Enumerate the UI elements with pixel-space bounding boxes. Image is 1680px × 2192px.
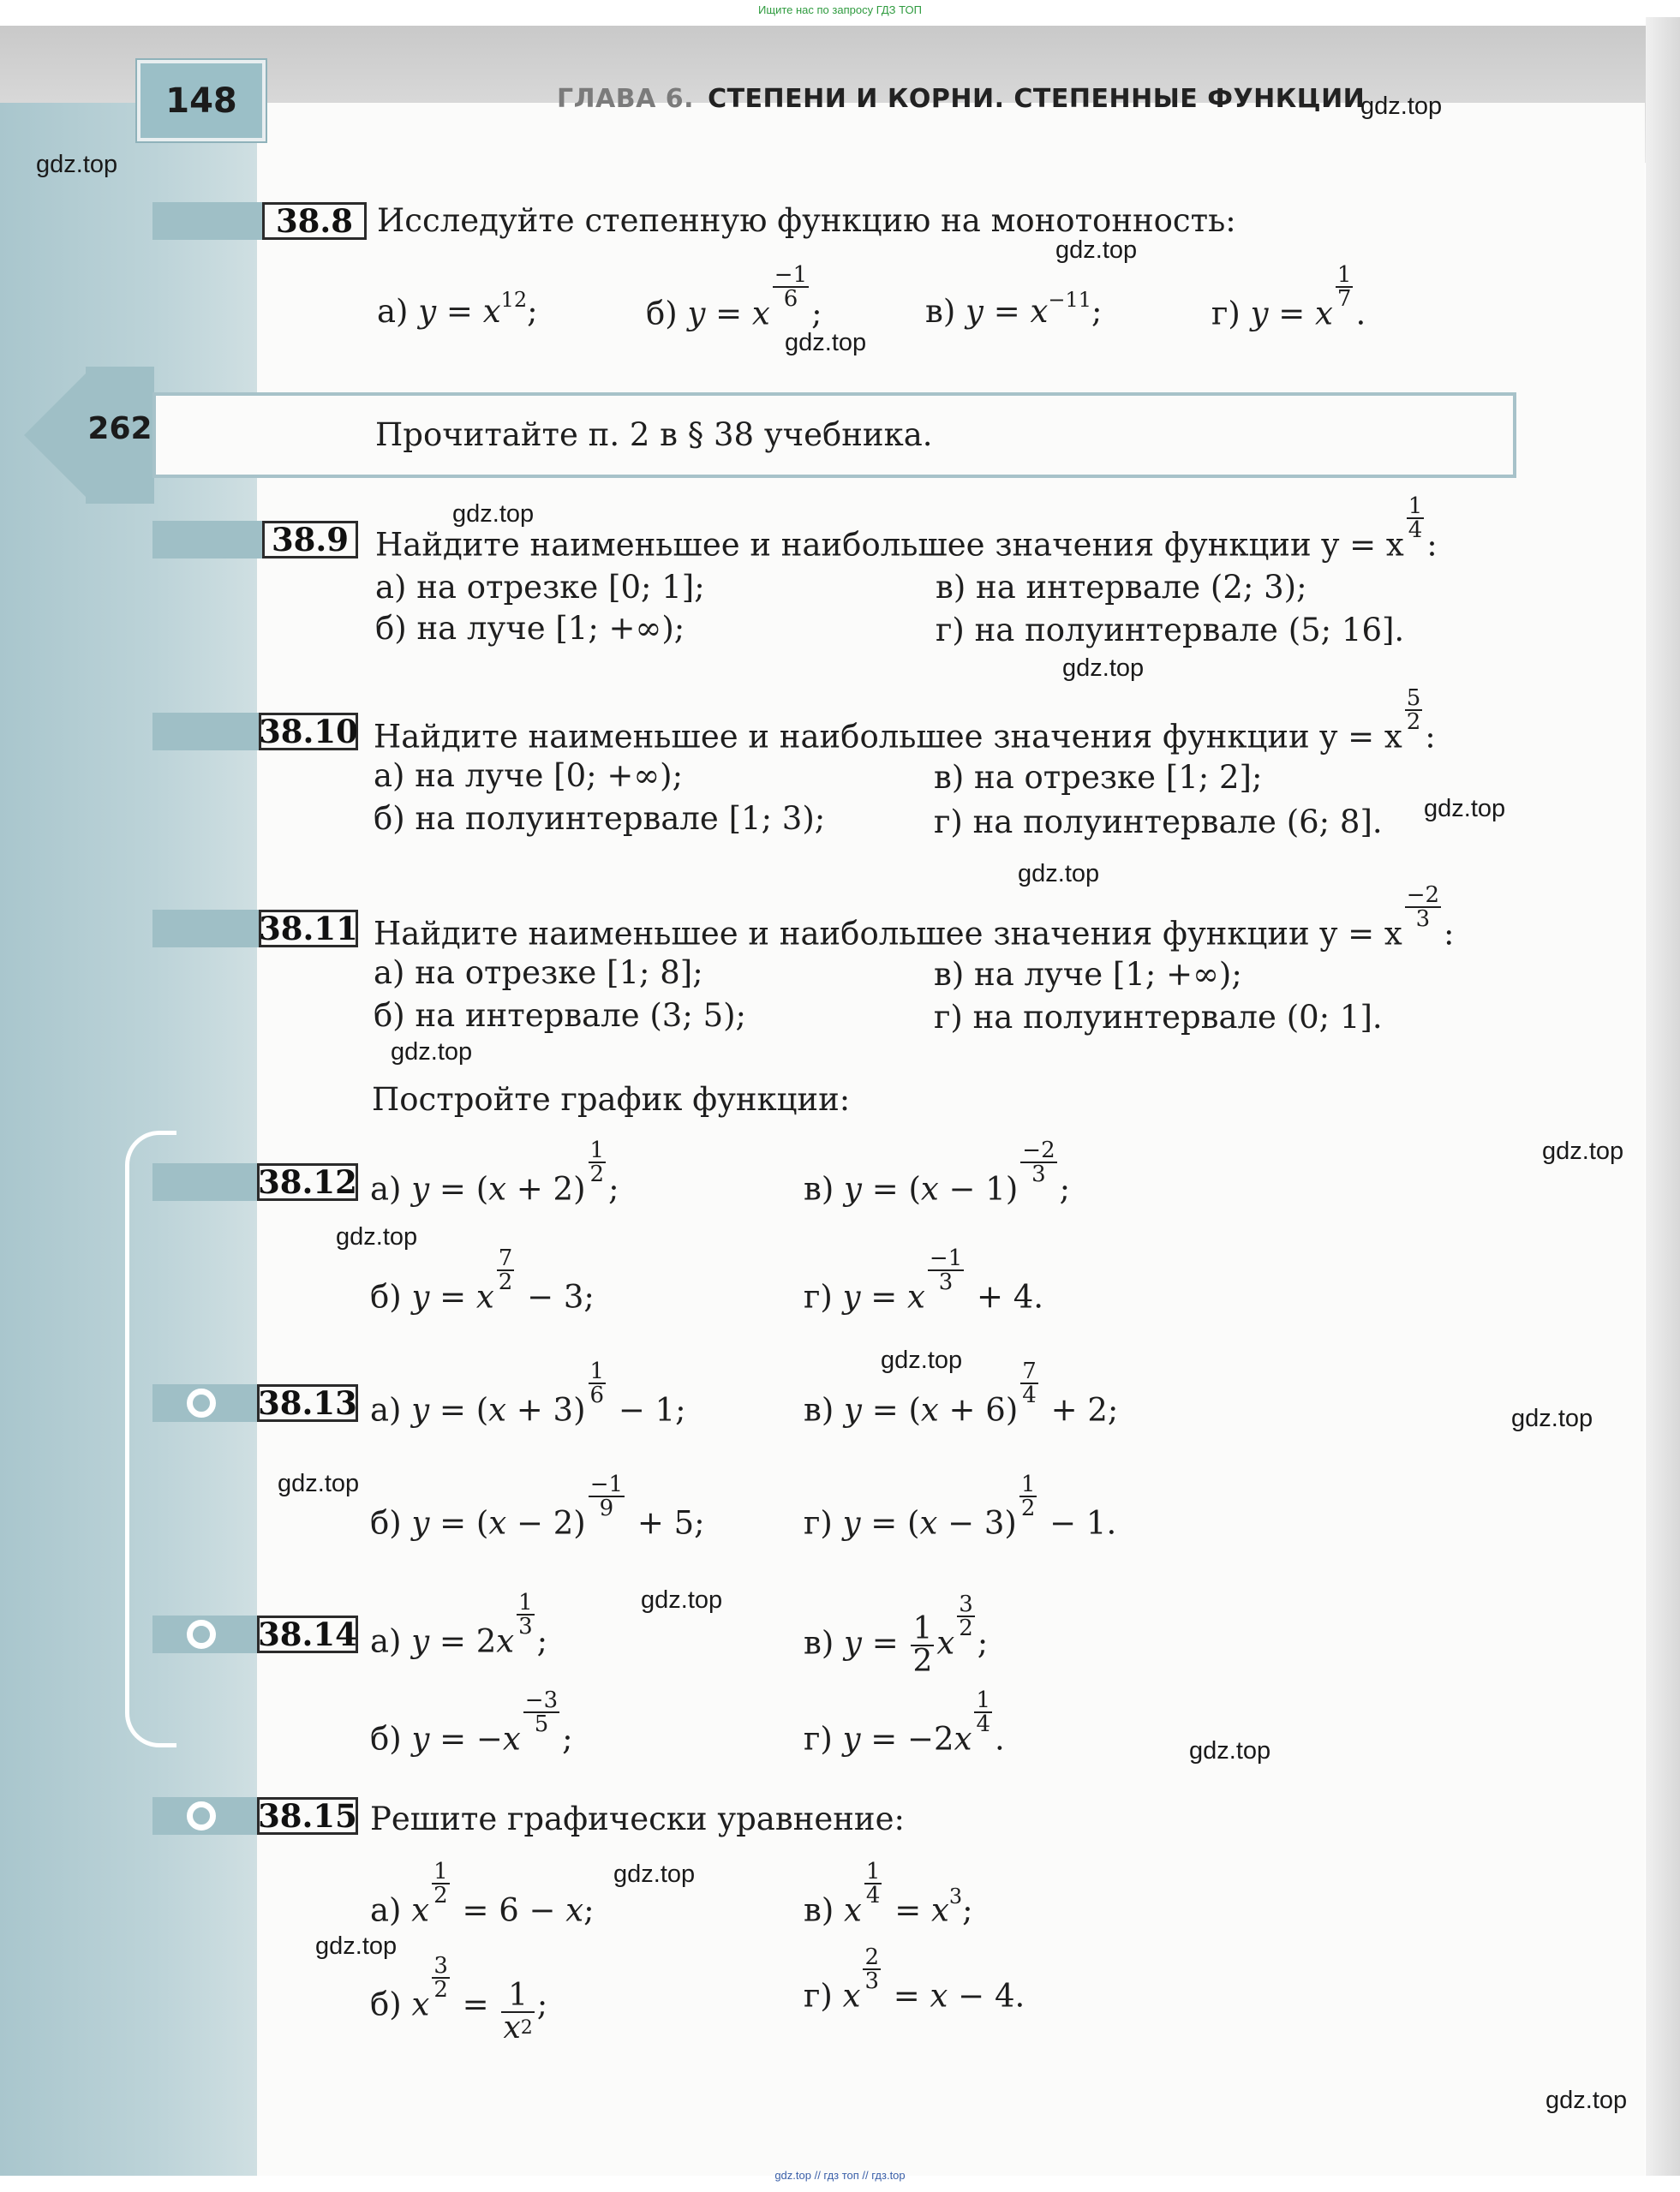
watermark: gdz.top bbox=[881, 1347, 963, 1374]
task-number: 38.13 bbox=[258, 1384, 357, 1422]
watermark: gdz.top bbox=[391, 1038, 473, 1066]
chapter-label: ГЛАВА 6. bbox=[557, 84, 695, 114]
group-bracket bbox=[125, 1131, 176, 1747]
task-text: Исследуйте степенную функцию на монотонность: bbox=[377, 202, 1236, 239]
task-item: б) x $\frac{3}{2}$ = $\frac{1}{x^2}$ ; bbox=[370, 1953, 548, 2046]
task-text: Найдите наименьшее и наибольшее значения функции y = x $\frac{1}{4}$ : bbox=[375, 493, 1438, 564]
circle-icon bbox=[187, 1389, 216, 1418]
task-item: а) y = 2x $\frac{1}{3}$ ; bbox=[370, 1590, 548, 1660]
task-item: в) x $\frac{1}{4}$ = $x^3$; bbox=[804, 1859, 973, 1929]
chapter-title: СТЕПЕНИ И КОРНИ. СТЕПЕННЫЕ ФУНКЦИИ bbox=[708, 84, 1366, 114]
task-item: а) $y = x^{12}$; bbox=[377, 288, 538, 330]
task-item: г) на полуинтервале (6; 8]. bbox=[934, 803, 1383, 840]
bottom-note: gdz.top // гдз топ // гдз.top bbox=[774, 2169, 906, 2182]
task-item: б) y = −x $\frac{-3}{5}$ ; bbox=[370, 1687, 573, 1758]
task-item: а) y = (x + 3) $\frac{1}{6}$ − 1; bbox=[370, 1359, 686, 1429]
section-heading: Постройте график функции: bbox=[372, 1081, 851, 1118]
watermark: gdz.top bbox=[1055, 236, 1138, 264]
watermark: gdz.top bbox=[785, 329, 867, 356]
task-item: в) на отрезке [1; 2]; bbox=[934, 759, 1263, 796]
watermark: gdz.top bbox=[613, 1861, 696, 1888]
top-note: Ищите нас по запросу ГДЗ ТОП bbox=[758, 3, 922, 16]
chapter-heading bbox=[557, 84, 1365, 114]
task-item: б) на луче [1; +∞); bbox=[375, 610, 685, 647]
task-text-main: Найдите наименьшее и наибольшее значения функции y = x bbox=[374, 718, 1402, 756]
watermark: gdz.top bbox=[1360, 93, 1443, 120]
task-item: б) на полуинтервале [1; 3); bbox=[374, 800, 826, 837]
watermark: gdz.top bbox=[36, 151, 118, 178]
circle-icon bbox=[187, 1801, 216, 1831]
watermark: gdz.top bbox=[1542, 1138, 1624, 1165]
task-text: Найдите наименьшее и наибольшее значения функции y = x $\frac{-2}{3}$ : bbox=[374, 882, 1455, 953]
task-item: г) y = −2x $\frac{1}{4}$ . bbox=[804, 1687, 1005, 1758]
task-item: б) на интервале (3; 5); bbox=[374, 997, 747, 1034]
task-text: Решите графически уравнение: bbox=[370, 1801, 905, 1837]
task-item: г) y = x $\frac{-1}{3}$ + 4. bbox=[804, 1245, 1044, 1316]
task-item: в) y = (x + 6) $\frac{7}{4}$ + 2; bbox=[804, 1359, 1119, 1429]
watermark: gdz.top bbox=[1018, 860, 1100, 887]
task-item: г) на полуинтервале (5; 16]. bbox=[936, 612, 1405, 648]
watermark: gdz.top bbox=[336, 1223, 418, 1251]
task-item: а) на отрезке [1; 8]; bbox=[374, 954, 703, 991]
task-item: г) на полуинтервале (0; 1]. bbox=[934, 999, 1383, 1036]
watermark: gdz.top bbox=[1545, 2087, 1628, 2114]
task-text-main: Найдите наименьшее и наибольшее значения функции y = x bbox=[374, 915, 1402, 953]
arrow-left-icon bbox=[24, 367, 93, 504]
task-item: г) y = (x − 3) $\frac{1}{2}$ − 1. bbox=[804, 1472, 1117, 1542]
task-item: а) x $\frac{1}{2}$ = 6 − x; bbox=[370, 1859, 595, 1929]
task-item: г) y = x $\frac{1}{7}$ . bbox=[1211, 262, 1366, 332]
task-text-main: Найдите наименьшее и наибольшее значения функции y = x bbox=[375, 526, 1404, 564]
task-number: 38.12 bbox=[258, 1163, 357, 1201]
reference-number: 262 bbox=[87, 411, 152, 446]
reading-text: Прочитайте п. 2 в § 38 учебника. bbox=[375, 416, 933, 453]
watermark: gdz.top bbox=[278, 1470, 360, 1497]
task-number: 38.15 bbox=[258, 1797, 357, 1835]
task-item: б) y = x $\frac{7}{2}$ − 3; bbox=[370, 1245, 595, 1316]
task-item: в) y = $\frac{1}{2}$ x $\frac{3}{2}$ ; bbox=[804, 1592, 989, 1679]
task-item: в) $y = x^{-11}$; bbox=[925, 288, 1103, 330]
task-item: б) y = (x − 2) $\frac{-1}{9}$ + 5; bbox=[370, 1472, 705, 1542]
task-item: а) на отрезке [0; 1]; bbox=[375, 569, 705, 606]
task-item: б) y = x $\frac{-1}{6}$ ; bbox=[646, 262, 822, 332]
watermark: gdz.top bbox=[1511, 1405, 1593, 1432]
watermark: gdz.top bbox=[641, 1586, 723, 1614]
task-number: 38.8 bbox=[262, 202, 367, 240]
task-item: в) на луче [1; +∞); bbox=[934, 956, 1242, 993]
watermark: gdz.top bbox=[1189, 1737, 1271, 1765]
watermark: gdz.top bbox=[1062, 654, 1145, 682]
task-item: а) на луче [0; +∞); bbox=[374, 757, 684, 794]
circle-icon bbox=[187, 1620, 216, 1649]
task-item: а) y = (x + 2) $\frac{1}{2}$ ; bbox=[370, 1138, 619, 1208]
watermark: gdz.top bbox=[315, 1932, 398, 1960]
task-number: 38.9 bbox=[262, 521, 358, 558]
watermark: gdz.top bbox=[452, 500, 535, 528]
task-item: г) x $\frac{2}{3}$ = x − 4. bbox=[804, 1944, 1025, 2015]
task-item: в) y = (x − 1) $\frac{-2}{3}$ ; bbox=[804, 1138, 1071, 1208]
watermark: gdz.top bbox=[1424, 795, 1506, 822]
page-number: 148 bbox=[137, 60, 266, 141]
task-item: в) на интервале (2; 3); bbox=[936, 569, 1307, 606]
task-number: 38.10 bbox=[259, 713, 358, 750]
task-text: Найдите наименьшее и наибольшее значения функции y = x $\frac{5}{2}$ : bbox=[374, 685, 1436, 756]
task-number: 38.11 bbox=[259, 910, 358, 947]
task-number: 38.14 bbox=[258, 1616, 357, 1653]
page-edge bbox=[1646, 17, 1680, 2176]
